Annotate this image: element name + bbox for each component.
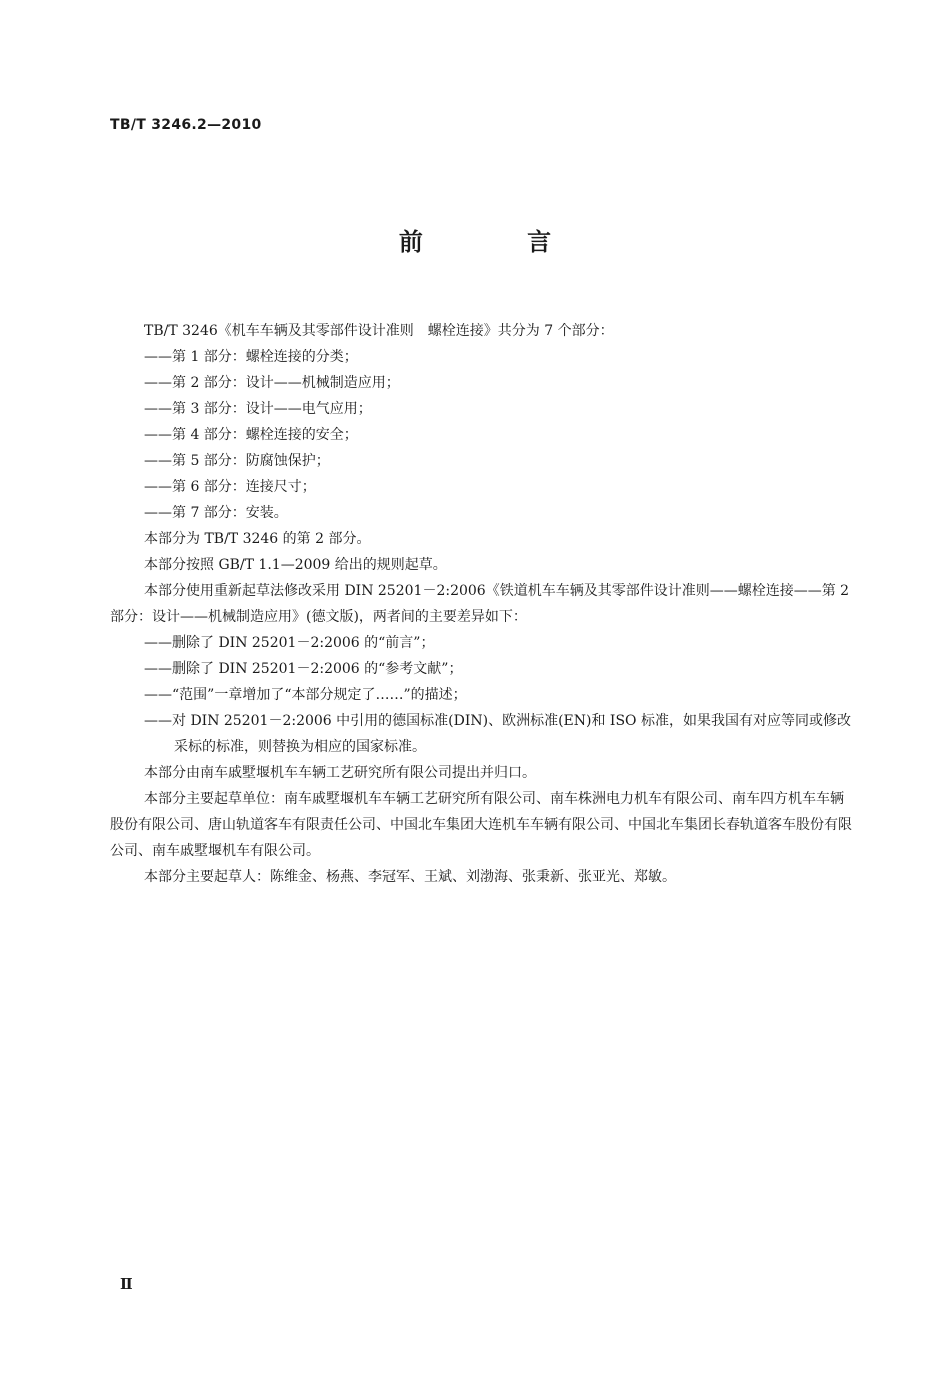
paragraph: ——第 1 部分：螺栓连接的分类；: [144, 349, 358, 365]
paragraph: 本部分由南车戚墅堰机车车辆工艺研究所有限公司提出并归口。: [144, 765, 536, 781]
paragraph: 本部分主要起草人：陈维金、杨燕、李冠军、王斌、刘渤海、张秉新、张亚光、郑敏。: [144, 869, 676, 885]
paragraph: ——第 2 部分：设计——机械制造应用；: [144, 375, 400, 391]
paragraph: ——“范围”一章增加了“本部分规定了……”的描述；: [144, 687, 467, 703]
paragraph: ——第 7 部分：安装。: [144, 505, 288, 521]
paragraph: ——删除了 DIN 25201－2:2006 的“前言”；: [144, 635, 435, 651]
document-body: [110, 318, 855, 890]
paragraph: ——第 3 部分：设计——电气应用；: [144, 401, 372, 417]
paragraph: 本部分使用重新起草法修改采用 DIN 25201－2:2006《铁道机车车辆及其零部件设计准则——螺栓连接——第 2 部分：设计——机械制造应用》(德文版)，两者间的主要差异如下：: [110, 583, 850, 625]
paragraph: 本部分主要起草单位：南车戚墅堰机车车辆工艺研究所有限公司、南车株洲电力机车有限公司、南车四方机车车辆股份有限公司、唐山轨道客车有限责任公司、中国北车集团大连机车车辆有限公司、中国北车集团长春轨道客车股份有限公司、南车戚墅堰机车有限公司。: [110, 791, 852, 859]
page-title: 前 言: [398, 228, 600, 256]
paragraph: ——第 6 部分：连接尺寸；: [144, 479, 316, 495]
page-number: Ⅱ: [120, 1275, 133, 1293]
paragraph: ——对 DIN 25201－2:2006 中引用的德国标准(DIN)、欧洲标准(EN)和 ISO 标准，如果我国有对应等同或修改采标的标准，则替换为相应的国家标准。: [144, 713, 851, 755]
paragraph: TB/T 3246《机车车辆及其零部件设计准则 螺栓连接》共分为 7 个部分：: [144, 323, 614, 339]
paragraph: ——第 5 部分：防腐蚀保护；: [144, 453, 330, 469]
standard-code: TB/T 3246.2—2010: [110, 117, 262, 133]
paragraph: 本部分按照 GB/T 1.1—2009 给出的规则起草。: [144, 557, 447, 573]
paragraph: ——第 4 部分：螺栓连接的安全；: [144, 427, 358, 443]
paragraph: 本部分为 TB/T 3246 的第 2 部分。: [144, 531, 371, 547]
paragraph: ——删除了 DIN 25201－2:2006 的“参考文献”；: [144, 661, 463, 677]
